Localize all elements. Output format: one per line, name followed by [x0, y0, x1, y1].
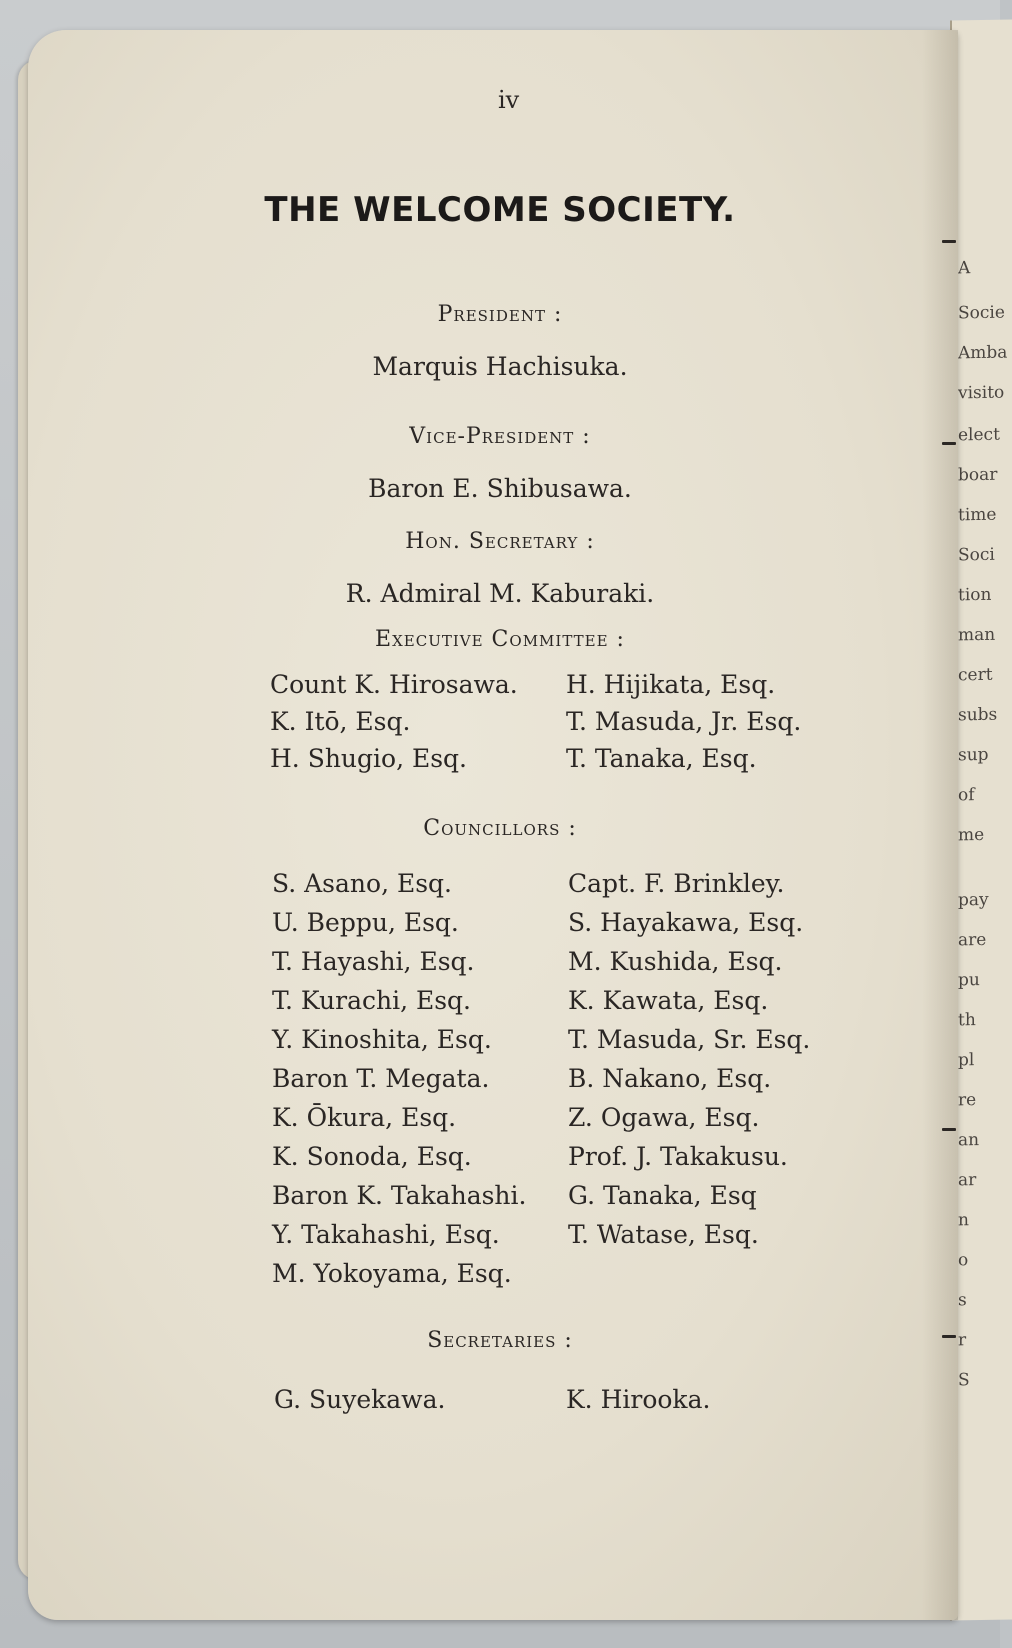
facing-page-fragment: pay [958, 889, 989, 911]
facing-page-fragment: A [958, 258, 971, 279]
councillor: M. Yokoyama, Esq. [272, 1259, 512, 1288]
vice-president-heading: Vice-President : [409, 424, 591, 449]
councillor: S. Hayakawa, Esq. [568, 908, 804, 937]
facing-page-fragment: S [958, 1370, 970, 1391]
councillor: K. Ōkura, Esq. [272, 1103, 457, 1132]
facing-page-fragment: an [958, 1130, 980, 1151]
councillor: G. Tanaka, Esq [568, 1181, 757, 1210]
binding-stitch [942, 1128, 956, 1131]
facing-page-fragment: time [958, 504, 997, 526]
facing-page-fragment: subs [958, 704, 998, 726]
councillor: Baron K. Takahashi. [272, 1181, 527, 1210]
facing-page-fragment: me [958, 824, 985, 846]
executive-committee-heading: Executive Committee : [375, 627, 625, 652]
page-number: iv [498, 86, 520, 114]
secretary: G. Suyekawa. [274, 1385, 446, 1414]
councillor: K. Kawata, Esq. [568, 986, 769, 1015]
facing-page-fragment: ar [958, 1170, 977, 1191]
facing-page-fragment: visito [958, 382, 1005, 404]
councillor: Capt. F. Brinkley. [568, 869, 785, 898]
facing-page-fragment: tion [958, 584, 992, 606]
facing-page-fragment: Soci [958, 544, 995, 566]
councillor: T. Kurachi, Esq. [272, 986, 471, 1015]
councillor: Y. Takahashi, Esq. [272, 1220, 500, 1249]
councillor: Baron T. Megata. [272, 1064, 490, 1093]
facing-page-fragment: r [958, 1330, 967, 1351]
councillor: Z. Ogawa, Esq. [568, 1103, 760, 1132]
facing-page-fragment: pu [958, 970, 980, 991]
hon-secretary-heading: Hon. Secretary : [405, 529, 595, 554]
binding-stitch [942, 240, 956, 243]
facing-page-fragment: man [958, 624, 996, 646]
committee-member: H. Hijikata, Esq. [566, 670, 776, 699]
facing-page-fragment: Amba [958, 342, 1008, 364]
councillor: U. Beppu, Esq. [272, 908, 459, 937]
councillor: T. Watase, Esq. [568, 1220, 759, 1249]
facing-page-fragment: Socie [958, 302, 1005, 324]
facing-page-fragment: o [958, 1250, 969, 1271]
councillor: T. Hayashi, Esq. [272, 947, 475, 976]
facing-page-fragment: of [958, 785, 975, 806]
hon-secretary-name: R. Admiral M. Kaburaki. [345, 579, 655, 608]
facing-page-fragment: are [958, 929, 987, 951]
councillors-heading: Councillors : [423, 816, 577, 841]
councillor: T. Masuda, Sr. Esq. [568, 1025, 811, 1054]
committee-member: Count K. Hirosawa. [270, 670, 518, 699]
councillor: M. Kushida, Esq. [568, 947, 783, 976]
councillor: K. Sonoda, Esq. [272, 1142, 472, 1171]
facing-page-fragment: n [958, 1210, 969, 1231]
facing-page-fragment: pl [958, 1050, 975, 1071]
facing-page-fragment: th [958, 1010, 976, 1031]
committee-member: K. Itō, Esq. [270, 707, 411, 736]
page-title: THE WELCOME SOCIETY. [264, 190, 736, 230]
secretary: K. Hirooka. [566, 1385, 711, 1414]
president-heading: President : [437, 302, 563, 327]
facing-page-fragment: s [958, 1290, 967, 1311]
facing-page-fragment: boar [958, 464, 998, 486]
facing-page-fragment: sup [958, 744, 989, 766]
councillor: S. Asano, Esq. [272, 869, 452, 898]
facing-page-fragment: cert [958, 664, 993, 686]
councillors-list [272, 864, 868, 1293]
councillor: B. Nakano, Esq. [568, 1064, 772, 1093]
vice-president-name: Baron E. Shibusawa. [368, 474, 632, 503]
committee-member: T. Tanaka, Esq. [566, 744, 757, 773]
secretaries-list [274, 1380, 866, 1419]
councillor: Y. Kinoshita, Esq. [272, 1025, 492, 1054]
secretaries-heading: Secretaries : [427, 1328, 573, 1353]
committee-member: H. Shugio, Esq. [270, 744, 467, 773]
executive-committee-list [270, 666, 866, 777]
committee-member: T. Masuda, Jr. Esq. [566, 707, 802, 736]
president-name: Marquis Hachisuka. [372, 352, 628, 381]
councillor: Prof. J. Takakusu. [568, 1142, 788, 1171]
facing-page-fragment: re [958, 1090, 977, 1111]
facing-page-fragment: elect [958, 424, 1000, 446]
